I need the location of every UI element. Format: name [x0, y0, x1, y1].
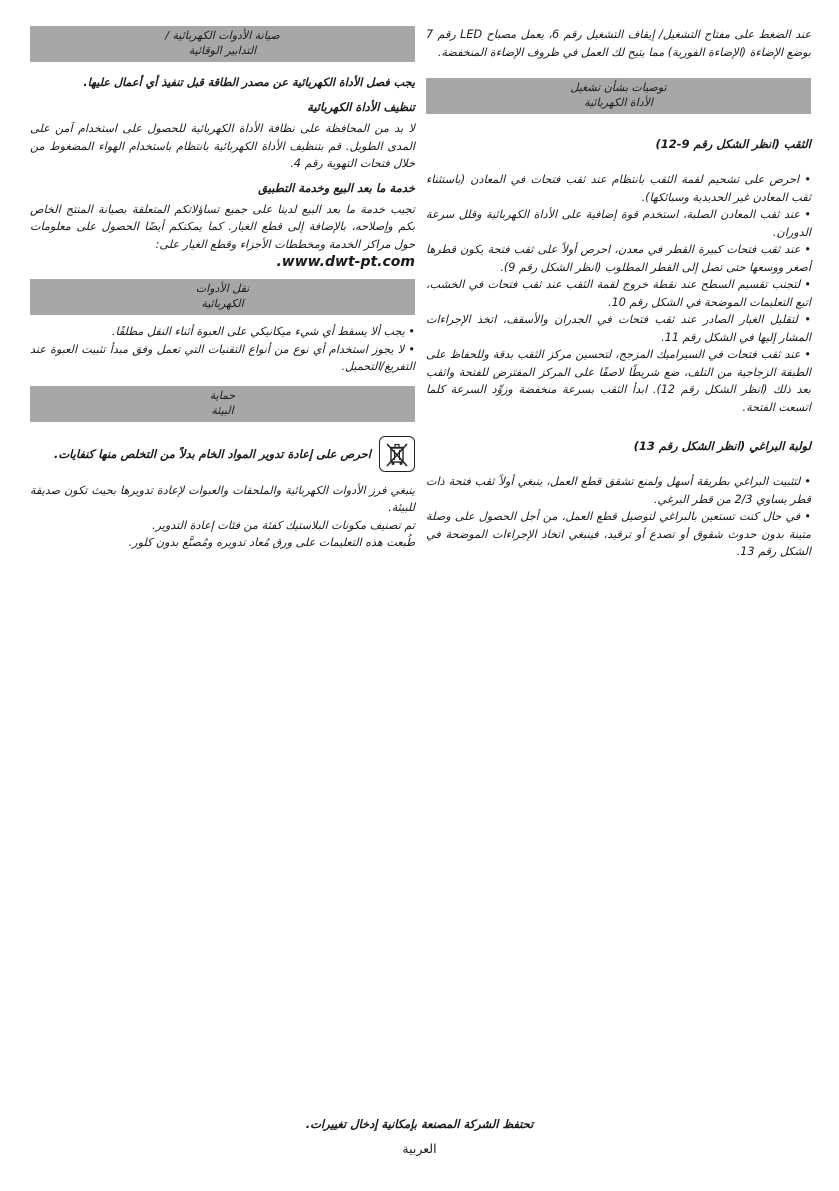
manufacturer-changes-note: تحتفظ الشركة المصنعة بإمكانية إدخال تغييرات. — [305, 1117, 534, 1131]
operating-recommendations-band — [426, 78, 811, 114]
list-item: • احرص على تشحيم لقمة الثقب بانتظام عند ثقب فتحات في المعادن (باستثناء ثقب المعادن غير الحديدية وسبائكها). — [426, 171, 811, 206]
environment-line: طُبعت هذه التعليمات على ورق مُعاد تدويره ومُصنَّع بدون كلور. — [128, 536, 415, 549]
screws-list — [426, 473, 811, 561]
service-text: تجيب خدمة ما بعد البيع لدينا على جميع تساؤلاتكم المتعلقة بصيانة المنتج الخاص بكم وإصلاحه، بالإضافة إلى قطع الغيار. كما يمكنكم أيضًا الحصول على معلومات حول مراكز الخدمة ومخططات الأجزاء وقطع الغيار على: — [30, 202, 415, 251]
band-line: البيئة — [211, 403, 234, 417]
crossed-bin-icon — [379, 436, 415, 472]
drilling-heading: الثقب (انظر الشكل رقم 9-12) — [655, 137, 811, 151]
band-line: صيانة الأدوات الكهربائية / — [165, 29, 280, 42]
screws-heading: لولبة البراغي (انظر الشكل رقم 13) — [633, 439, 811, 453]
crossed-bin-icon — [383, 440, 411, 468]
cleaning-text: لا بد من المحافظة على نظافة الأداة الكهربائية للحصول على استخدام آمن على المدى الطويل. قم بتنظيف الأداة الكهربائية بانتظام باستخدام الهواء المضغوط من خلال فتحات التهوية رقم 4. — [30, 122, 415, 170]
maintenance-warning: يجب فصل الأداة الكهربائية عن مصدر الطاقة قبل تنفيذ أي أعمال عليها. — [83, 76, 415, 89]
band-line: التدابير الوقائية — [188, 44, 257, 57]
right-column — [426, 26, 811, 561]
list-item: • يجب ألا يسقط أي شيء ميكانيكي على العبوة أثناء النقل مطلقًا. — [30, 323, 415, 341]
environment-band — [30, 386, 415, 422]
list-item: • لتجنب تقسيم السطح عند نقطة خروج لقمة الثقب عند ثقب فتحات في الخشب، اتبع التعليمات الموضحة في الشكل رقم 10. — [426, 276, 811, 311]
band-line: حماية — [209, 388, 236, 402]
led-intro-text: عند الضغط على مفتاح التشغيل/ إيقاف التشغيل رقم 6، يعمل مصباح LED رقم 7 بوضع الإضاءة (الإضاءة الفورية) مما يتيح لك العمل في ظروف الإضاءة المنخفضة. — [426, 28, 812, 59]
environment-line: ينبغي فرز الأدوات الكهربائية والملحقات والعبوات لإعادة تدويرها بحيث تكون صديقة للبيئة. — [30, 483, 415, 514]
maintenance-band — [30, 26, 415, 62]
list-item: • في حال كنت تستعين بالبراغي لتوصيل قطع العمل، من أجل الحصول على وصلة متينة بدون حدوث شقوق أو تصدع أو ترقيد، فينبغي اتخاذ الإجراءات الموضحة في الشكل رقم 13. — [426, 508, 811, 561]
list-item: • عند ثقب المعادن الصلبة، استخدم قوة إضافية على الأداة الكهربائية وقلل سرعة الدوران. — [426, 206, 811, 241]
transport-list — [30, 323, 415, 376]
language-label: العربية — [402, 1141, 437, 1156]
list-item: • لتقليل الغبار الصادر عند ثقب فتحات في الجدران والأسقف، اتخذ الإجراءات المشار إليها في الشكل رقم 11. — [426, 311, 811, 346]
cleaning-heading: تنظيف الأداة الكهربائية — [307, 100, 415, 114]
environment-line: تم تصنيف مكونات البلاستيك كفئة من فئات إعادة التدوير. — [152, 518, 415, 532]
drilling-list — [426, 171, 811, 416]
list-item: • عند ثقب فتحات كبيرة القطر في معدن، احرص أولاً على ثقب فتحة يكون قطرها أصغر ووسعها حتى تصل إلى القطر المطلوب (انظر الشكل رقم 9). — [426, 241, 811, 276]
list-item: • عند ثقب فتحات في السيراميك المزجج، لتحسين مركز الثقب بدقة وللحفاظ على الطبقة الزجاجية من التلف، ضع شريطًا لاصقًا على المركز المفترض للفتحة واثقب بعد ذلك (انظر الشكل رقم 12). ابدأ الثقب بسرعة منخفضة وزوِّد السرعة كلما اتسعت الفتحة. — [426, 346, 811, 416]
service-url: www.dwt-pt.com. — [276, 254, 415, 270]
band-line: الكهربائية — [201, 297, 244, 310]
environment-lines — [30, 482, 415, 552]
band-line: الأداة الكهربائية — [584, 96, 653, 109]
left-column — [30, 26, 415, 552]
band-line: نقل الأدوات — [195, 282, 250, 295]
list-item: • لتثبيت البراغي بطريقة أسهل ولمنع تشقق قطع العمل، ينبغي أولاً ثقب فتحة ذات قطر يساوي 2/3 من قطر البرغي. — [426, 473, 811, 508]
recycle-text: احرص على إعادة تدوير المواد الخام بدلاً من التخلص منها كنفايات. — [53, 446, 371, 461]
service-heading: خدمة ما بعد البيع وخدمة التطبيق — [258, 180, 415, 195]
transport-band — [30, 279, 415, 315]
list-item: • لا يجوز استخدام أي نوع من أنواع التقنيات التي تعمل وفق مبدأ تثبيت العبوة عند التفريغ/التحميل. — [30, 341, 415, 376]
recycle-notice — [30, 436, 415, 472]
band-line: توصيات بشأن تشغيل — [570, 81, 667, 94]
